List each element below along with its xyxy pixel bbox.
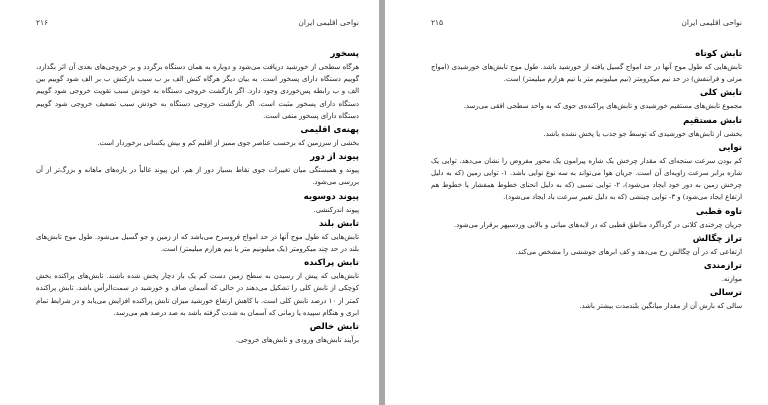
glossary-entry [36,258,359,319]
entry-definition: پیوند اندرکنشی. [313,205,359,214]
entry-definition: موازنه. [721,275,742,284]
entry-term: توایی [718,142,742,153]
entry-definition: تابش‌هایی که طول موج آنها در حد امواج گسیل یافته از خورشید باشد. طول موج تابش‌های خورشیدی (امواج مرئی و فرابنفش) در حد نیم میکرومتر (نیم میلیونیم متر یا نیم هزارم میلیمتر) است. [431,63,742,84]
glossary-entry [431,261,742,285]
entry-definition: پیوند و همبستگی میان تغییرات جوی نقاط بسیار دور از هم. این پیوند غالباً در بازه‌های ماهانه و بزرگ‌تر از آن بررسی می‌شود. [36,166,359,187]
glossary-entry [36,49,359,122]
glossary-entry [431,207,742,231]
entry-term: تابش کلی [699,88,742,99]
glossary-entries [431,49,742,312]
entry-definition: جریان چرخندی کلانی در گردآگرد مناطق قطبی که در لایه‌های میانی و بالایی وردسپهر برقرار می‌شود. [453,220,742,229]
entry-term: تابش پراکنده [304,258,359,269]
entry-definition: سالی که بارش آن از مقدار میانگین بلندمدت بیشتر باشد. [579,302,742,311]
running-head [36,18,359,27]
running-head [431,18,742,27]
entry-definition: تابش‌هایی که طول موج آنها در حد امواج فروسرخ می‌باشد که از زمین و جو گسیل می‌شود. طول موج تابش‌های بلند در حد چند میکرومتر (یک میلیونیم متر یا نیم هزارم میلیمتر) است. [36,232,359,254]
glossary-entry [431,88,742,112]
entry-term: تابش خالص [309,322,359,333]
entry-definition: بخشی از تابش‌های خورشیدی که توسط جو جذب یا پخش نشده باشد. [543,129,742,138]
page-number: ۲۱۵ [431,18,444,27]
glossary-entry [431,143,742,204]
page-number: ۲۱۶ [36,18,49,27]
entry-term: تابش مستقیم [683,115,742,126]
header-title: نواحی اقلیمی ایران [681,18,742,27]
glossary-entry [431,288,742,312]
entry-term: ترسالی [709,288,742,299]
entry-definition: ارتفاعی که در آن چگالش رخ می‌دهد و کف ابرهای جوششی را مشخص می‌کند. [515,247,742,256]
entry-term: تاوه قطبی [695,206,742,217]
glossary-entry [36,219,359,255]
entry-definition: برآیند تابش‌های ورودی و تابش‌های خروجی. [235,336,359,345]
entry-term: تراز چگالش [692,233,742,244]
glossary-entry [36,152,359,188]
glossary-entry [36,192,359,216]
glossary-entry [431,116,742,140]
entry-term: تابش کوتاه [695,49,742,59]
entry-term: پیوند دوسویه [303,191,359,202]
header-title: نواحی اقلیمی ایران [298,18,359,27]
entry-definition: تابش‌هایی که پیش از رسیدن به سطح زمین دست کم یک بار دچار پخش شده باشند. تابش‌های پراکنده بخش کوچکی از تابش کلی را تشکیل می‌دهند در حالی که آسمان صاف و خورشید در سمت‌الرأس باشد. تابش پراکنده کمتر از ۱۰ درصد تابش کلی است. با کاهش ارتفاع خورشید میزان تابش پراکنده افزایش می‌یابد و در شرایط تمام ابری و هنگام سپیده یا زمانی که آسمان به شدت گرفته باشد به صد درصد هم می‌رسد. [36,272,359,317]
entry-definition: بخشی از سرزمین که برحسب عناصر جوی ممیز از اقلیم کم و بیش یکسانی برخوردار است. [97,139,359,148]
entry-term: پیوند از دور [310,152,359,163]
entry-definition: هرگاه سطحی از خورشید دریافت می‌شود و دوباره به همان دستگاه برگردد و بر خروجی‌های بعدی آن اثر بگذارد، گوییم دستگاه دارای پسخور است. به بیان دیگر هرگاه کنش الف بر ب سبب بازکنش ب بر الف شود گوییم بین الف و ب رابطه پس‌خوردی وجود دارد. اگر بازگشت خروجی دستگاه به خودش سبب تقویت خروجی شود گوییم دستگاه دارای پسخور مثبت است. اگر بازگشت خروجی دستگاه به خودش سبب تضعیف خروجی شود گوییم دستگاه دارای پسخور منفی است. [36,63,359,120]
entry-term: ترازمندی [703,261,742,272]
entry-definition: مجموع تابش‌های مستقیم خورشیدی و تابش‌های پراکنده‌ی جوی که به واحد سطحی افقی می‌رسد. [463,102,742,111]
entry-term: پسخور [330,49,359,59]
right-page [385,0,768,405]
glossary-entries [36,49,359,346]
entry-definition: کم بودن سرعت سنجه‌ای که مقدار چرخش یک شاره پیرامون یک محور مفروض را نشان می‌دهد. توایی یک شاره برابر سرعت زاویه‌ای آن است. جریان هوا می‌تواند به سه نوع توایی باشد. ۱- توایی زمین (که به دلیل چرخش زمین به دور خود ایجاد می‌شود)، ۲- توایی نسبی (که به دلیل انحنای خطوط همفشار یا خطوط هم ارتفاع ایجاد می‌شود) و ۳- توایی چینشی (که به دلیل تغییر سرعت باد ایجاد می‌شود). [431,156,742,202]
glossary-entry [431,234,742,258]
glossary-entry [36,322,359,346]
left-page [0,0,379,405]
entry-term: پهنه‌ی اقلیمی [300,125,359,136]
glossary-entry [431,49,742,85]
entry-term: تابش بلند [318,218,359,229]
glossary-entry [36,125,359,149]
